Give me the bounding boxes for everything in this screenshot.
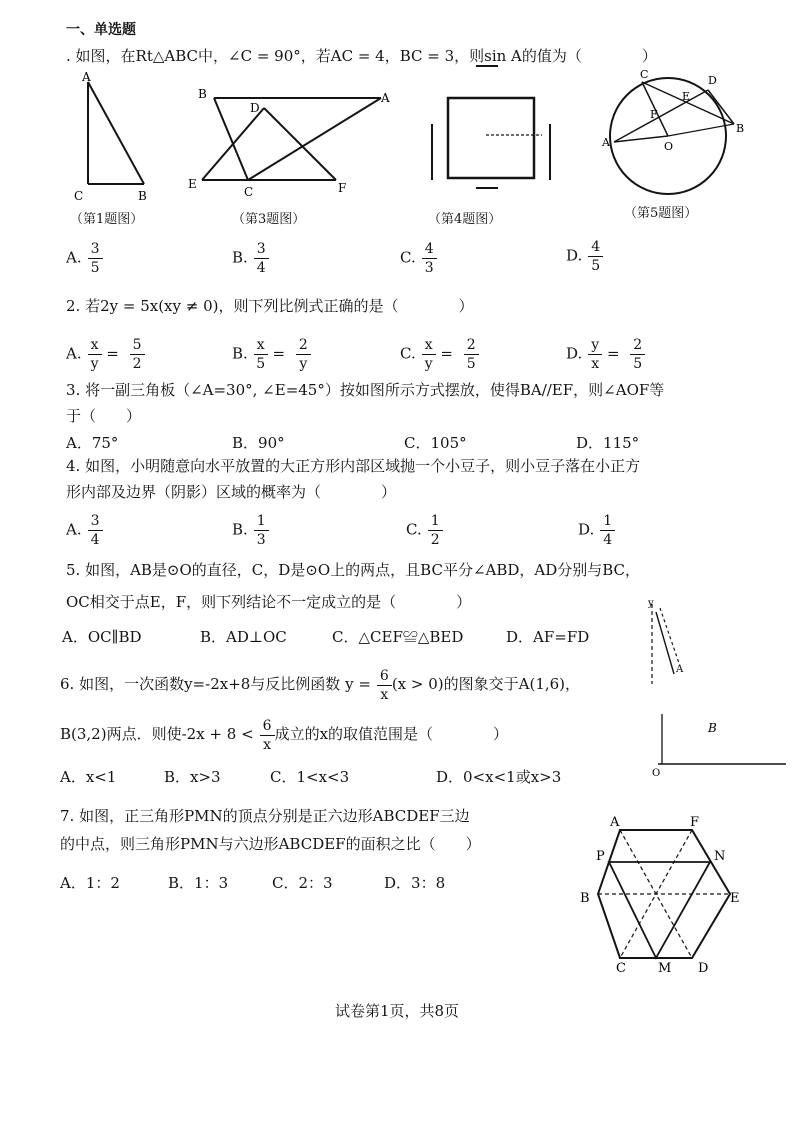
q7-option-d[interactable]: D．3：8 bbox=[384, 874, 446, 892]
q4-option-d[interactable]: D. $\frac{1}{4}$ bbox=[578, 512, 615, 549]
fig3-label-b: B bbox=[198, 87, 207, 101]
fig6-label-y: y bbox=[648, 598, 654, 609]
q5-option-a[interactable]: A．OC∥BD bbox=[62, 628, 142, 646]
q3-line2: 于（ ） bbox=[66, 407, 142, 425]
q4-option-c[interactable]: C. $\frac{1}{2}$ bbox=[406, 512, 443, 549]
fig7-label-f: F bbox=[690, 815, 700, 830]
fig6-label-b: B bbox=[708, 721, 717, 735]
q5-option-d[interactable]: D．AF=FD bbox=[506, 628, 590, 646]
fig1-label-b: B bbox=[138, 189, 147, 203]
q7-option-a[interactable]: A．1：2 bbox=[60, 874, 120, 892]
q5-option-b[interactable]: B．AD⊥OC bbox=[200, 628, 287, 646]
fig6-label-o: O bbox=[652, 768, 661, 779]
fig3-label-d: D bbox=[250, 101, 260, 115]
figure-q1-triangle bbox=[66, 70, 166, 205]
q2-stem: 2. 若2y = 5x(xy ≠ 0)，则下列比例式正确的是（ ） bbox=[66, 297, 474, 315]
fig3-label-f: F bbox=[338, 181, 347, 195]
fig7-label-m: M bbox=[658, 961, 672, 976]
caption-fig5: （第5题图） bbox=[624, 206, 698, 221]
q1-option-c[interactable]: C. $\frac{4}{3}$ bbox=[400, 240, 437, 277]
fig5-label-b: B bbox=[736, 122, 745, 135]
q1-option-d[interactable]: D. $\frac{4}{5}$ bbox=[566, 238, 603, 275]
q2-option-d[interactable]: D. $\frac{y}{x}$ = $\frac{2}{5}$ bbox=[566, 336, 645, 373]
figure-q3-triangles bbox=[186, 84, 390, 199]
fig5-label-e: E bbox=[682, 90, 691, 103]
q4-option-a[interactable]: A. $\frac{3}{4}$ bbox=[66, 512, 103, 549]
fig3-label-c: C bbox=[244, 185, 254, 199]
q3-line1: 3. 将一副三角板（∠A=30°, ∠E=45°）按如图所示方式摆放，使得BA//EF，则∠AOF等 bbox=[66, 381, 665, 399]
q4-line2: 形内部及边界（阴影）区域的概率为（ ） bbox=[66, 483, 397, 501]
q5-line1: 5. 如图，AB是⊙O的直径，C，D是⊙O上的两点，且BC平分∠ABD，AD分别与BC， bbox=[66, 561, 641, 579]
q3-option-b[interactable]: B．90° bbox=[232, 434, 285, 452]
q3-option-c[interactable]: C．105° bbox=[404, 434, 467, 452]
fig1-label-c: C bbox=[74, 189, 84, 203]
q2-option-c[interactable]: C. $\frac{x}{y}$ = $\frac{2}{5}$ bbox=[400, 336, 479, 373]
fig5-label-o: O bbox=[664, 140, 674, 153]
q5-line2: OC相交于点E，F，则下列结论不一定成立的是（ ） bbox=[66, 593, 472, 611]
q4-line1: 4. 如图，小明随意向水平放置的大正方形内部区域抛一个小豆子，则小豆子落在小正方 bbox=[66, 457, 641, 475]
q7-option-b[interactable]: B．1：3 bbox=[168, 874, 229, 892]
fig7-label-n: N bbox=[714, 849, 726, 864]
caption-fig1: （第1题图） bbox=[70, 212, 144, 227]
fig5-label-a: A bbox=[602, 136, 610, 149]
fig7-label-a: A bbox=[610, 815, 620, 830]
caption-fig3: （第3题图） bbox=[232, 212, 306, 227]
fig7-label-p: P bbox=[596, 849, 605, 864]
q7-line2: 的中点，则三角形PMN与六边形ABCDEF的面积之比（ ） bbox=[60, 835, 481, 853]
fig5-label-f: F bbox=[650, 108, 658, 121]
fig7-label-d: D bbox=[698, 961, 709, 976]
fig1-label-a: A bbox=[82, 70, 91, 84]
fig5-label-c: C bbox=[640, 68, 649, 81]
q4-option-b[interactable]: B. $\frac{1}{3}$ bbox=[232, 512, 269, 549]
q7-option-c[interactable]: C．2：3 bbox=[272, 874, 333, 892]
fig7-label-c: C bbox=[616, 961, 626, 976]
q6-line2: B(3,2)两点．则使-2x + 8 < $\frac{6}{x}$ 成立的x的取值范围是（ ） bbox=[60, 717, 509, 753]
q6-option-c[interactable]: C．1<x<3 bbox=[270, 768, 350, 786]
fig7-label-e: E bbox=[730, 891, 740, 906]
q2-option-a[interactable]: A. $\frac{x}{y}$ = $\frac{5}{2}$ bbox=[66, 336, 145, 373]
caption-fig4: （第4题图） bbox=[428, 212, 502, 227]
q3-option-a[interactable]: A．75° bbox=[66, 434, 119, 452]
q2-option-b[interactable]: B. $\frac{x}{5}$ = $\frac{2}{y}$ bbox=[232, 336, 311, 373]
fig5-label-d: D bbox=[708, 74, 717, 87]
fig3-label-e: E bbox=[188, 177, 197, 191]
q1-option-a[interactable]: A. $\frac{3}{5}$ bbox=[66, 240, 103, 277]
section-title: 一、单选题 bbox=[66, 22, 136, 38]
q7-line1: 7. 如图，正三角形PMN的顶点分别是正六边形ABCDEF三边 bbox=[60, 807, 470, 825]
fig7-label-b: B bbox=[580, 891, 590, 906]
figure-q4-squares bbox=[426, 60, 556, 195]
q1-option-b[interactable]: B. $\frac{3}{4}$ bbox=[232, 240, 269, 277]
figure-q5-circle bbox=[596, 66, 756, 206]
q6-option-d[interactable]: D．0<x<1或x>3 bbox=[436, 768, 562, 786]
page-footer: 试卷第1页，共8页 bbox=[334, 1002, 460, 1020]
q1-stem: . 如图，在Rt△ABC中，∠C = 90°，若AC = 4，BC = 3，则sin A的值为（ ） bbox=[66, 47, 657, 65]
q6-option-b[interactable]: B．x>3 bbox=[164, 768, 221, 786]
q6-option-a[interactable]: A．x<1 bbox=[60, 768, 117, 786]
q5-option-c[interactable]: C．△CEF≌△BED bbox=[332, 628, 464, 646]
fig6-label-a: A bbox=[676, 664, 684, 675]
figure-q6-graph bbox=[640, 594, 790, 784]
figure-q7-hexagon bbox=[576, 808, 750, 978]
q6-line1: 6. 如图，一次函数y=-2x+8与反比例函数 y = $\frac{6}{x}$ (x > 0)的图象交于A(1,6)， bbox=[60, 667, 581, 703]
fig3-label-a: A bbox=[381, 91, 390, 105]
q3-option-d[interactable]: D．115° bbox=[576, 434, 640, 452]
